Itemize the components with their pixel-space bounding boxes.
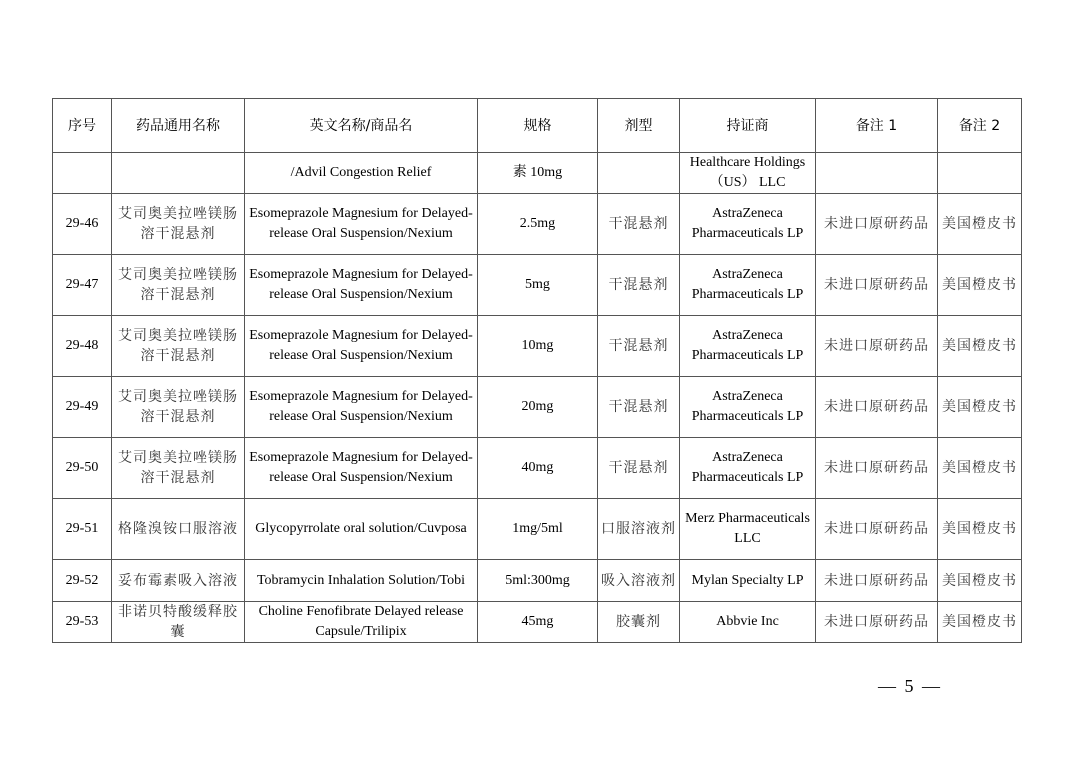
table-row — [53, 602, 1022, 643]
cell-no: 29-46 — [53, 194, 112, 255]
cell-spec: 1mg/5ml — [478, 499, 598, 560]
cell-dosage-form: 干混悬剂 — [598, 377, 680, 438]
cell-generic-name: 妥布霉素吸入溶液 — [112, 560, 245, 602]
cell-holder: Mylan Specialty LP — [680, 560, 816, 602]
cell-spec: 5ml:300mg — [478, 560, 598, 602]
cell-dosage-form: 干混悬剂 — [598, 438, 680, 499]
cell-english-name: Choline Fenofibrate Delayed release Capsule/Trilipix — [245, 602, 478, 643]
cell-holder: Healthcare Holdings （US） LLC — [680, 153, 816, 194]
header-english-name: 英文名称/商品名 — [245, 99, 478, 153]
cell-holder: Merz Pharmaceuticals LLC — [680, 499, 816, 560]
header-dosage-form: 剂型 — [598, 99, 680, 153]
drug-table — [52, 98, 1022, 643]
table-row — [53, 316, 1022, 377]
cell-note-1: 未进口原研药品 — [816, 560, 938, 602]
header-holder: 持证商 — [680, 99, 816, 153]
cell-english-name: Esomeprazole Magnesium for Delayed-release Oral Suspension/Nexium — [245, 377, 478, 438]
cell-spec: 20mg — [478, 377, 598, 438]
header-row — [53, 99, 1022, 153]
header-spec: 规格 — [478, 99, 598, 153]
cell-generic-name: 艾司奥美拉唑镁肠溶干混悬剂 — [112, 377, 245, 438]
cell-dosage-form: 吸入溶液剂 — [598, 560, 680, 602]
table-row — [53, 194, 1022, 255]
header-no: 序号 — [53, 99, 112, 153]
page-number: — 5 — — [878, 676, 942, 696]
cell-note-1: 未进口原研药品 — [816, 602, 938, 643]
table-row — [53, 255, 1022, 316]
cell-dosage-form: 口服溶液剂 — [598, 499, 680, 560]
cell-dosage-form: 干混悬剂 — [598, 316, 680, 377]
cell-no: 29-52 — [53, 560, 112, 602]
header-note-2: 备注 2 — [938, 99, 1022, 153]
cell-note-1: 未进口原研药品 — [816, 377, 938, 438]
cell-note-1 — [816, 153, 938, 194]
cell-holder: AstraZeneca Pharmaceuticals LP — [680, 377, 816, 438]
cell-note-2: 美国橙皮书 — [938, 255, 1022, 316]
header-note-1: 备注 1 — [816, 99, 938, 153]
cell-english-name: Esomeprazole Magnesium for Delayed-release Oral Suspension/Nexium — [245, 194, 478, 255]
cell-note-1: 未进口原研药品 — [816, 255, 938, 316]
cell-generic-name: 艾司奥美拉唑镁肠溶干混悬剂 — [112, 194, 245, 255]
cell-holder: AstraZeneca Pharmaceuticals LP — [680, 316, 816, 377]
cell-spec: 10mg — [478, 316, 598, 377]
cell-note-2: 美国橙皮书 — [938, 560, 1022, 602]
cell-generic-name — [112, 153, 245, 194]
cell-note-2: 美国橙皮书 — [938, 438, 1022, 499]
cell-note-2: 美国橙皮书 — [938, 377, 1022, 438]
cell-no: 29-48 — [53, 316, 112, 377]
cell-generic-name: 非诺贝特酸缓释胶囊 — [112, 602, 245, 643]
cell-note-2: 美国橙皮书 — [938, 316, 1022, 377]
cell-english-name: /Advil Congestion Relief — [245, 153, 478, 194]
cell-dosage-form — [598, 153, 680, 194]
cell-holder: AstraZeneca Pharmaceuticals LP — [680, 255, 816, 316]
cell-holder: AstraZeneca Pharmaceuticals LP — [680, 438, 816, 499]
cell-english-name: Esomeprazole Magnesium for Delayed-release Oral Suspension/Nexium — [245, 438, 478, 499]
cell-english-name: Esomeprazole Magnesium for Delayed-release Oral Suspension/Nexium — [245, 255, 478, 316]
cell-spec: 2.5mg — [478, 194, 598, 255]
cell-generic-name: 艾司奥美拉唑镁肠溶干混悬剂 — [112, 438, 245, 499]
cell-no: 29-47 — [53, 255, 112, 316]
cell-no: 29-51 — [53, 499, 112, 560]
cell-holder: AstraZeneca Pharmaceuticals LP — [680, 194, 816, 255]
table-row — [53, 560, 1022, 602]
cell-dosage-form: 干混悬剂 — [598, 255, 680, 316]
cell-note-1: 未进口原研药品 — [816, 438, 938, 499]
cell-note-2 — [938, 153, 1022, 194]
table-row — [53, 377, 1022, 438]
cell-note-1: 未进口原研药品 — [816, 499, 938, 560]
cell-no: 29-50 — [53, 438, 112, 499]
cell-note-2: 美国橙皮书 — [938, 602, 1022, 643]
cell-spec: 40mg — [478, 438, 598, 499]
cell-generic-name: 艾司奥美拉唑镁肠溶干混悬剂 — [112, 255, 245, 316]
cell-spec: 45mg — [478, 602, 598, 643]
cell-english-name: Glycopyrrolate oral solution/Cuvposa — [245, 499, 478, 560]
cell-note-2: 美国橙皮书 — [938, 194, 1022, 255]
table-row — [53, 438, 1022, 499]
cell-english-name: Esomeprazole Magnesium for Delayed-release Oral Suspension/Nexium — [245, 316, 478, 377]
cell-no — [53, 153, 112, 194]
cell-note-1: 未进口原研药品 — [816, 194, 938, 255]
cell-no: 29-49 — [53, 377, 112, 438]
table-row — [53, 153, 1022, 194]
cell-spec: 5mg — [478, 255, 598, 316]
cell-no: 29-53 — [53, 602, 112, 643]
cell-holder: Abbvie Inc — [680, 602, 816, 643]
header-generic-name: 药品通用名称 — [112, 99, 245, 153]
cell-english-name: Tobramycin Inhalation Solution/Tobi — [245, 560, 478, 602]
cell-dosage-form: 干混悬剂 — [598, 194, 680, 255]
cell-spec: 素 10mg — [478, 153, 598, 194]
cell-generic-name: 艾司奥美拉唑镁肠溶干混悬剂 — [112, 316, 245, 377]
table-row — [53, 499, 1022, 560]
cell-dosage-form: 胶囊剂 — [598, 602, 680, 643]
cell-note-2: 美国橙皮书 — [938, 499, 1022, 560]
cell-generic-name: 格隆溴铵口服溶液 — [112, 499, 245, 560]
cell-note-1: 未进口原研药品 — [816, 316, 938, 377]
